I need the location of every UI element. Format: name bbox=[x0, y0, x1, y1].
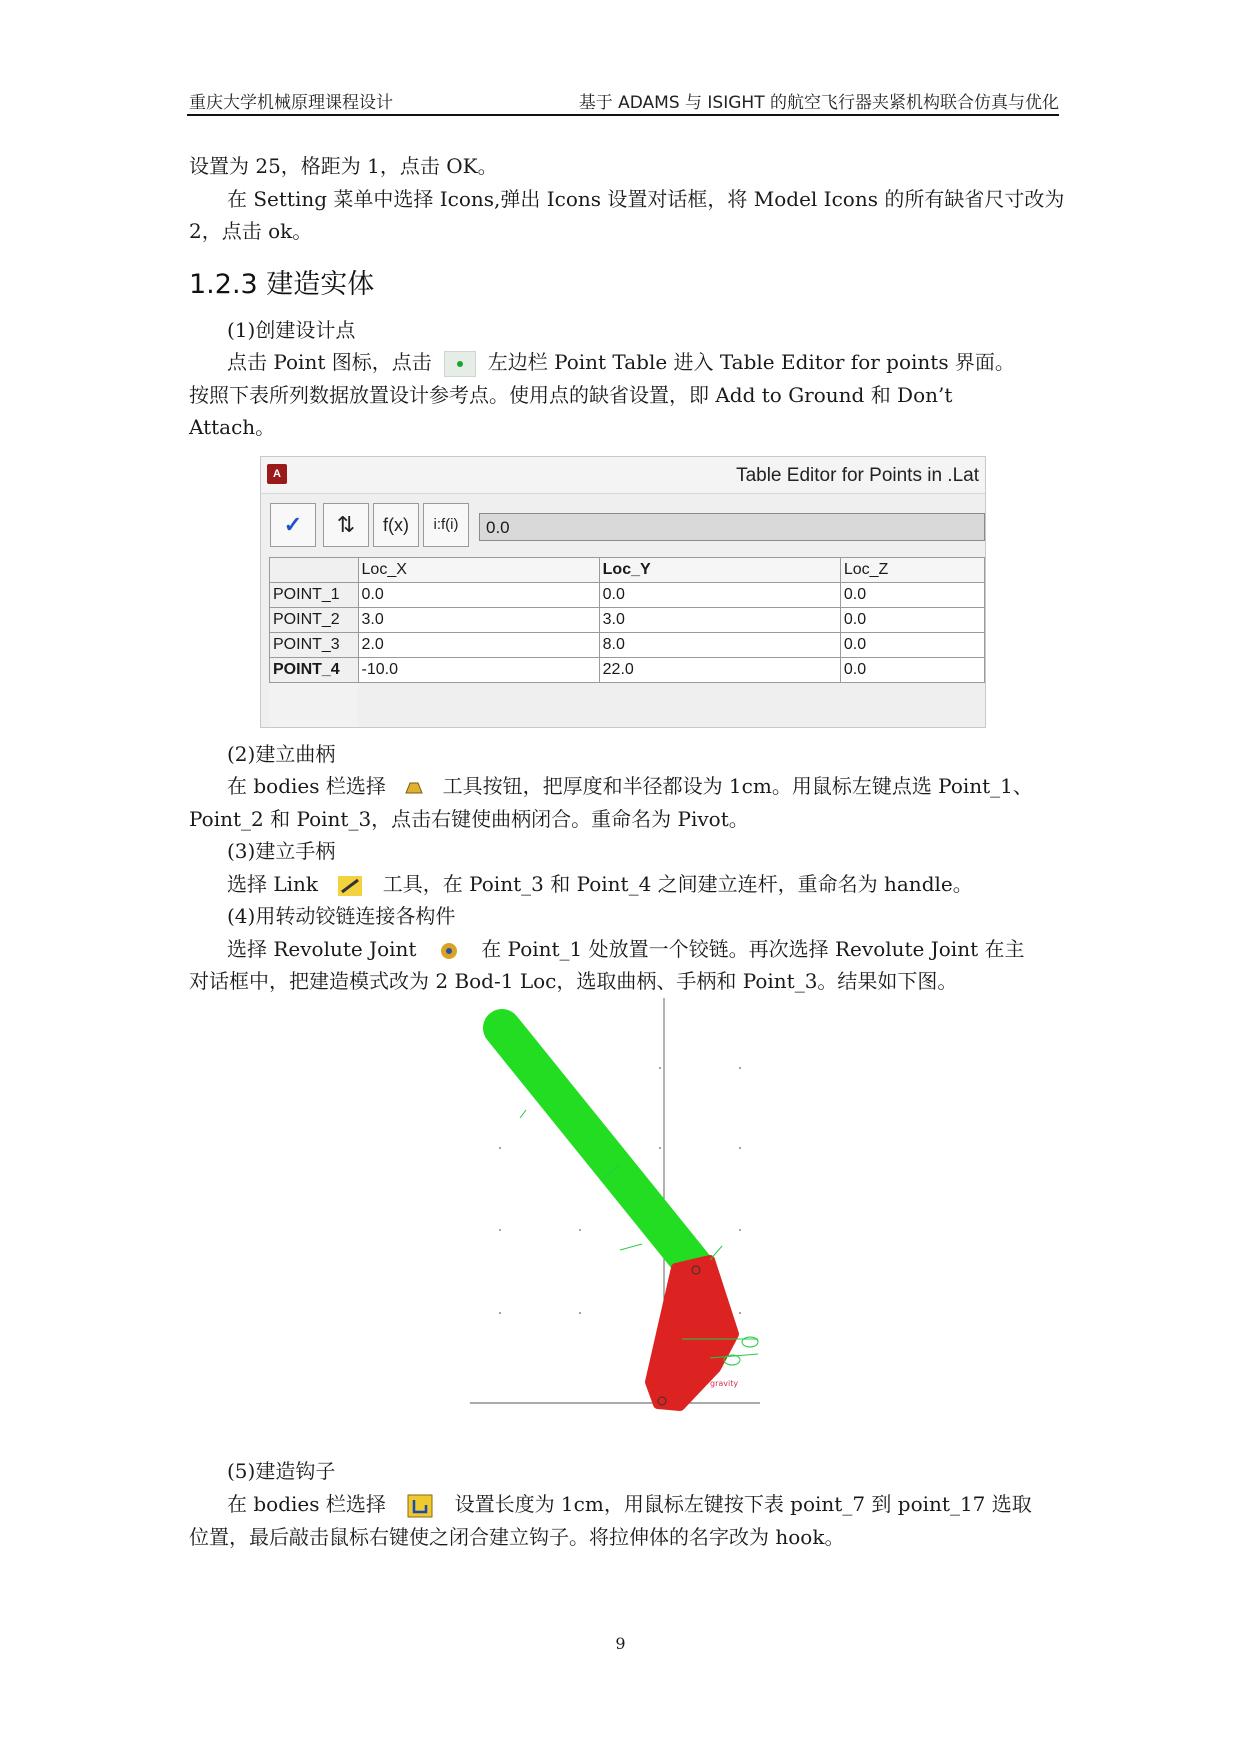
table-cell[interactable]: 3.0 bbox=[599, 608, 840, 633]
step-title: (3)建立手柄 bbox=[227, 839, 336, 863]
column-header[interactable]: Loc_X bbox=[358, 558, 599, 583]
step-title: (1)创建设计点 bbox=[227, 318, 356, 342]
table-cell[interactable]: 3.0 bbox=[358, 608, 599, 633]
row-header[interactable]: POINT_2 bbox=[270, 608, 359, 633]
apply-button[interactable]: ✓ bbox=[270, 503, 316, 547]
page-number: 9 bbox=[615, 1634, 626, 1653]
formula-input[interactable]: 0.0 bbox=[479, 513, 985, 541]
table-header-row bbox=[270, 558, 985, 583]
table-row bbox=[270, 583, 985, 608]
points-table bbox=[269, 557, 985, 683]
page-header-right: 基于 ADAMS 与 ISIGHT 的航空飞行器夹紧机构联合仿真与优化 bbox=[578, 93, 1059, 113]
paragraph: 2，点击 ok。 bbox=[189, 219, 313, 243]
point-table-icon bbox=[444, 351, 476, 377]
text: 在 bodies 栏选择 bbox=[227, 1492, 386, 1516]
corner-cell bbox=[270, 558, 359, 583]
step-title: (2)建立曲柄 bbox=[227, 742, 336, 766]
handle-link bbox=[502, 1028, 694, 1266]
header-rule bbox=[187, 114, 1059, 116]
text: 选择 Link bbox=[227, 872, 319, 896]
paragraph bbox=[227, 770, 1033, 803]
column-header[interactable]: Loc_Z bbox=[840, 558, 984, 583]
paragraph: 按照下表所列数据放置设计参考点。使用点的缺省设置，即 Add to Ground 和 Don’t bbox=[189, 383, 953, 407]
grid-blank-area bbox=[269, 683, 357, 727]
text: 在 Point_1 处放置一个铰链。再次选择 Revolute Joint 在主 bbox=[481, 937, 1025, 961]
text: 左边栏 Point Table 进入 Table Editor for points 界面。 bbox=[487, 350, 1015, 374]
text: 点击 Point 图标，点击 bbox=[227, 350, 432, 374]
function-button[interactable]: f(x) bbox=[373, 503, 419, 547]
row-header[interactable]: POINT_3 bbox=[270, 633, 359, 658]
table-cell[interactable]: 0.0 bbox=[358, 583, 599, 608]
table-cell[interactable]: 8.0 bbox=[599, 633, 840, 658]
paragraph: 在 Setting 菜单中选择 Icons,弹出 Icons 设置对话框，将 Model Icons 的所有缺省尺寸改为 bbox=[227, 187, 1065, 211]
paragraph: 设置为 25，格距为 1，点击 OK。 bbox=[189, 154, 498, 178]
page-header-left: 重庆大学机械原理课程设计 bbox=[189, 93, 393, 113]
table-cell[interactable]: 0.0 bbox=[840, 633, 984, 658]
step-title: (5)建造钩子 bbox=[227, 1459, 336, 1483]
step-title: (4)用转动铰链连接各构件 bbox=[227, 904, 456, 928]
table-row bbox=[270, 608, 985, 633]
row-header[interactable]: POINT_1 bbox=[270, 583, 359, 608]
title-bar bbox=[261, 457, 985, 494]
section-heading: 1.2.3 建造实体 bbox=[189, 269, 375, 300]
plate-tool-icon bbox=[392, 775, 436, 801]
gravity-label: gravity bbox=[710, 1379, 739, 1388]
row-header[interactable]: POINT_4 bbox=[270, 658, 359, 683]
paragraph bbox=[227, 1488, 1032, 1521]
link-tool-icon bbox=[324, 873, 376, 899]
text: 工具，在 Point_3 和 Point_4 之间建立连杆，重命名为 handle。 bbox=[382, 872, 973, 896]
paragraph bbox=[227, 933, 1024, 966]
text: 在 bodies 栏选择 bbox=[227, 774, 386, 798]
paragraph: Point_2 和 Point_3，点击右键使曲柄闭合。重命名为 Pivot。 bbox=[189, 807, 749, 831]
app-logo-icon: A bbox=[267, 464, 287, 484]
table-row bbox=[270, 658, 985, 683]
table-editor-window bbox=[260, 456, 986, 728]
table-cell[interactable]: 0.0 bbox=[599, 583, 840, 608]
table-cell[interactable]: 2.0 bbox=[358, 633, 599, 658]
sort-button[interactable]: ⇅ bbox=[323, 503, 369, 547]
paragraph bbox=[227, 346, 1015, 379]
paragraph: 位置，最后敲击鼠标右键使之闭合建立钩子。将拉伸体的名字改为 hook。 bbox=[189, 1525, 845, 1549]
revolute-joint-icon bbox=[423, 938, 475, 964]
indexed-function-button[interactable]: i:f(i) bbox=[423, 503, 469, 547]
window-title: Table Editor for Points in .Lat bbox=[736, 465, 979, 486]
table-cell[interactable]: -10.0 bbox=[358, 658, 599, 683]
table-cell[interactable]: 0.0 bbox=[840, 583, 984, 608]
table-cell[interactable]: 0.0 bbox=[840, 658, 984, 683]
paragraph bbox=[227, 868, 973, 901]
table-cell[interactable]: 0.0 bbox=[840, 608, 984, 633]
column-header[interactable]: Loc_Y bbox=[599, 558, 840, 583]
table-cell[interactable]: 22.0 bbox=[599, 658, 840, 683]
paragraph: Attach。 bbox=[189, 415, 276, 439]
text: 设置长度为 1cm，用鼠标左键按下表 point_7 到 point_17 选取 bbox=[454, 1492, 1032, 1516]
mechanism-figure bbox=[470, 998, 780, 1418]
paragraph: 对话框中，把建造模式改为 2 Bod-1 Loc，选取曲柄、手柄和 Point_3。结果如下图。 bbox=[189, 969, 958, 993]
extrusion-tool-icon bbox=[392, 1492, 448, 1520]
table-row bbox=[270, 633, 985, 658]
text: 工具按钮，把厚度和半径都设为 1cm。用鼠标左键点选 Point_1、 bbox=[442, 774, 1033, 798]
text: 选择 Revolute Joint bbox=[227, 937, 417, 961]
